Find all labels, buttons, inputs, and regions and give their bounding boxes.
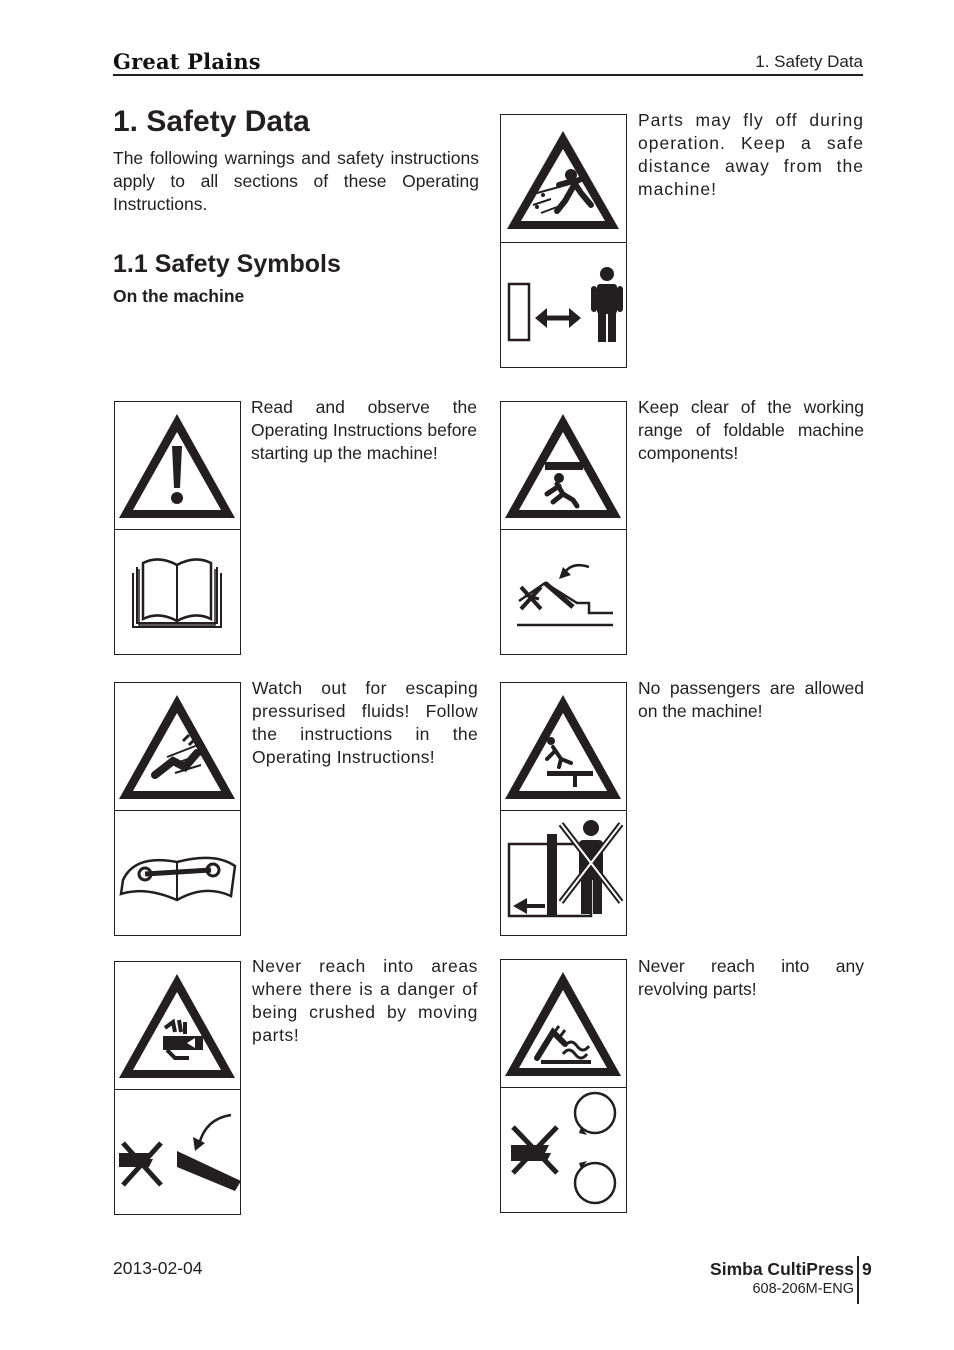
subsection-label: On the machine — [113, 286, 245, 306]
exclamation-icon — [115, 402, 240, 528]
no-riding-icon — [501, 810, 626, 936]
safety-symbol-revolving — [500, 959, 627, 1213]
falling-person-icon — [501, 683, 626, 809]
no-hands-rotating-icon — [501, 1087, 626, 1213]
symbol-description: Parts may fly off during operation. Keep a safe distance away from the machine! — [638, 110, 864, 199]
intro-paragraph: The following warnings and safety instructions apply to all sections of these Operating Instructions. — [113, 148, 479, 214]
entanglement-icon — [501, 960, 626, 1086]
foldable-range-icon — [501, 529, 626, 655]
symbol-description: Read and observe the Operating Instructions before starting up the machine! — [251, 397, 477, 463]
folding-crush-icon — [501, 402, 626, 528]
symbol-description: Never reach into areas where there is a danger of being crushed by moving parts! — [252, 956, 478, 1045]
safe-distance-icon — [501, 242, 626, 368]
brand-logo-text: Great Plains — [113, 49, 261, 74]
running-header: 1. Safety Data — [755, 52, 863, 71]
header-divider — [113, 74, 863, 76]
symbol-description: Never reach into any revolving parts! — [638, 956, 864, 999]
service-manual-icon — [115, 810, 240, 936]
product-name: Simba CultiPress — [710, 1259, 854, 1279]
page-number: 9 — [862, 1259, 872, 1279]
symbol-description: Watch out for escaping pressurised fluids! Follow the instructions in the Operating Instructions! — [252, 678, 478, 767]
publication-date: 2013-02-04 — [113, 1258, 203, 1278]
no-hands-crush-icon — [115, 1089, 240, 1215]
safety-symbol-pressurised-fluids — [114, 682, 241, 936]
flying-parts-icon — [501, 115, 626, 241]
manual-book-icon — [115, 529, 240, 655]
page-title: 1. Safety Data — [113, 105, 310, 138]
safety-symbol-foldable-range — [500, 401, 627, 655]
document-code: 608-206M-ENG — [752, 1281, 854, 1297]
footer-divider — [857, 1256, 859, 1304]
symbol-description: Keep clear of the working range of foldable machine components! — [638, 397, 864, 463]
fluid-injection-icon — [115, 683, 240, 809]
safety-symbol-no-passengers — [500, 682, 627, 936]
safety-symbol-crushing — [114, 961, 241, 1215]
crushing-hand-icon — [115, 962, 240, 1088]
safety-symbol-flying-parts — [500, 114, 627, 368]
symbol-description: No passengers are allowed on the machine! — [638, 678, 864, 721]
section-title: 1.1 Safety Symbols — [113, 250, 341, 278]
safety-symbol-read-manual — [114, 401, 241, 655]
